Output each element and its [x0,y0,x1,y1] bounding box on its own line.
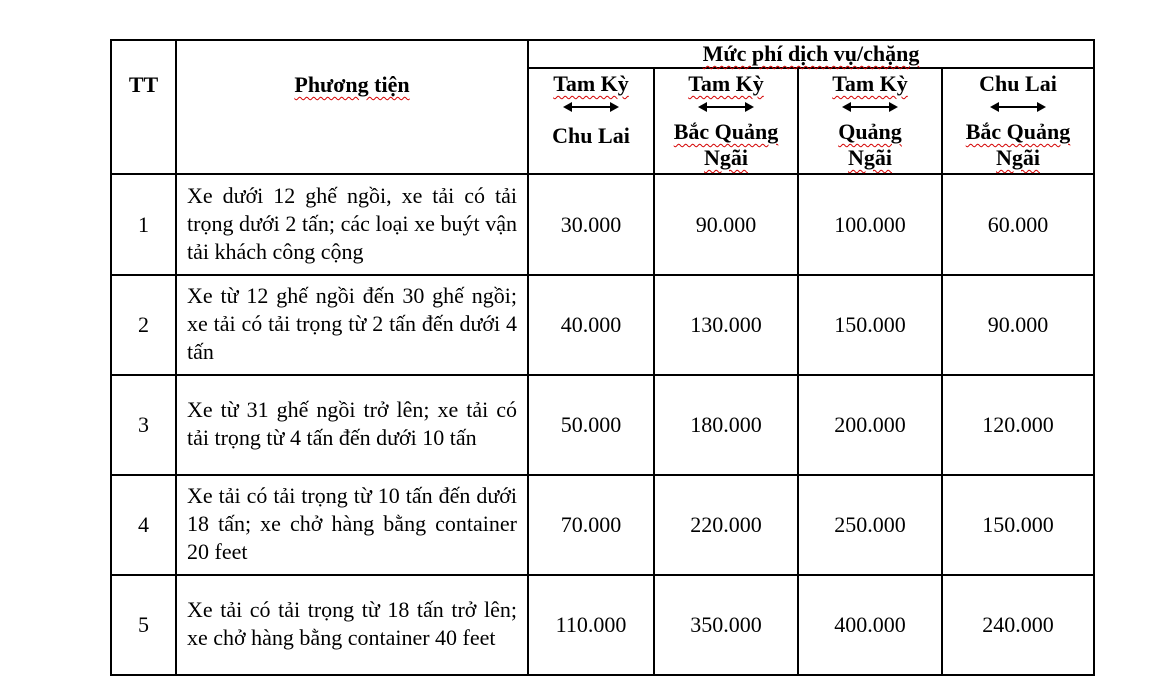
route-4-to-line2: Ngãi [996,145,1040,170]
row-fee: 130.000 [654,275,798,375]
header-tt: TT [111,40,176,174]
route-2-to-line1: Bắc Quảng [673,119,779,144]
row-fee: 150.000 [942,475,1094,575]
table-row [111,575,1094,675]
route-3-to [799,119,941,145]
row-fee: 400.000 [798,575,942,675]
row-fee: 250.000 [798,475,942,575]
row-tt: 3 [111,375,176,475]
table-body [111,174,1094,675]
route-2-to-line2: Ngãi [704,145,748,170]
header-vehicle-label: Phương tiện [294,72,410,97]
table-row [111,275,1094,375]
row-tt: 5 [111,575,176,675]
route-2-from: Tam Kỳ [688,71,764,96]
row-vehicle: Xe từ 12 ghế ngồi đến 30 ghế ngồi; xe tải có tải trọng từ 2 tấn đến dưới 4 tấn [176,275,528,375]
row-vehicle: Xe từ 31 ghế ngồi trở lên; xe tải có tải trọng từ 4 tấn đến dưới 10 tấn [176,375,528,475]
fee-table [110,39,1095,676]
row-fee: 220.000 [654,475,798,575]
route-4-to-line1: Bắc Quảng [965,119,1071,144]
row-fee: 200.000 [798,375,942,475]
route-3-to-line1: Quảng [838,119,902,144]
route-4-to [943,119,1093,145]
row-vehicle: Xe tải có tải trọng từ 10 tấn đến dưới 18 tấn; xe chở hàng bằng container 20 feet [176,475,528,575]
route-2-to [655,119,797,145]
row-vehicle: Xe tải có tải trọng từ 18 tấn trở lên; xe chở hàng bằng container 40 feet [176,575,528,675]
double-arrow-icon [655,99,797,119]
row-fee: 90.000 [942,275,1094,375]
row-fee: 30.000 [528,174,654,275]
header-route-1 [528,68,654,174]
row-fee: 40.000 [528,275,654,375]
route-1-to: Chu Lai [552,123,630,148]
header-fee-group [528,40,1094,68]
row-fee: 180.000 [654,375,798,475]
double-arrow-icon [529,99,653,119]
row-fee: 100.000 [798,174,942,275]
row-tt: 2 [111,275,176,375]
row-fee: 120.000 [942,375,1094,475]
table-row [111,375,1094,475]
row-fee: 90.000 [654,174,798,275]
row-fee: 50.000 [528,375,654,475]
row-fee: 240.000 [942,575,1094,675]
table-header [111,40,1094,174]
header-fee-group-label: Mức phí dịch vụ/chặng [702,41,920,66]
route-1-from: Tam Kỳ [553,71,629,96]
row-tt: 1 [111,174,176,275]
header-route-2 [654,68,798,174]
row-fee: 60.000 [942,174,1094,275]
row-fee: 110.000 [528,575,654,675]
route-4-from: Chu Lai [979,71,1057,96]
double-arrow-icon [799,99,941,119]
header-route-3 [798,68,942,174]
double-arrow-icon [943,99,1093,119]
header-vehicle [176,40,528,174]
row-tt: 4 [111,475,176,575]
row-fee: 150.000 [798,275,942,375]
table-row [111,475,1094,575]
route-3-to-line2-wrap [799,145,941,171]
header-route-4 [942,68,1094,174]
row-fee: 350.000 [654,575,798,675]
table-row [111,174,1094,275]
route-2-to-line2-wrap [655,145,797,171]
route-4-to-line2-wrap [943,145,1093,171]
route-3-to-line2: Ngãi [848,145,892,170]
route-3-from: Tam Kỳ [832,71,908,96]
row-vehicle: Xe dưới 12 ghế ngồi, xe tải có tải trọng dưới 2 tấn; các loại xe buýt vận tải khách công cộng [176,174,528,275]
row-fee: 70.000 [528,475,654,575]
